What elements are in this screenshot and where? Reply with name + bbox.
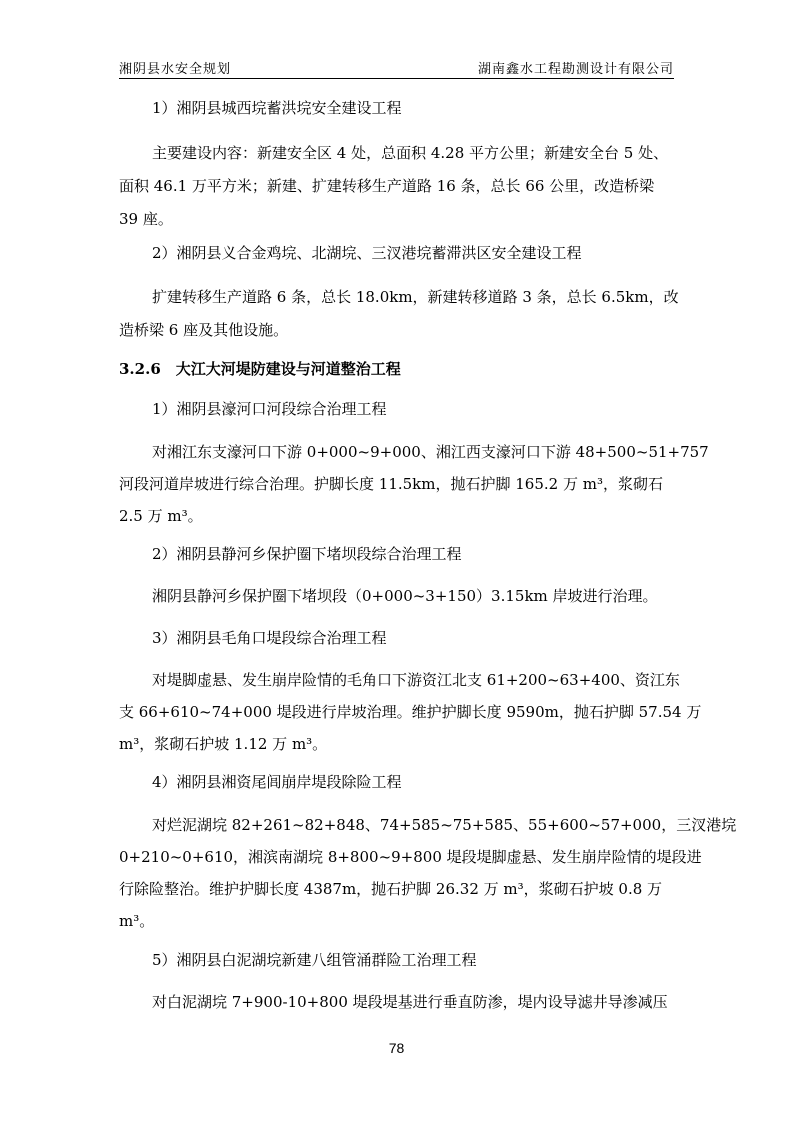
paragraph-line: 主要建设内容：新建安全区 4 处，总面积 4.28 平方公里；新建安全台 5 处、 — [152, 144, 669, 162]
subheading-jinghe: 2）湘阴县静河乡保护圈下堵坝段综合治理工程 — [152, 545, 462, 563]
header-company-name: 湖南鑫水工程勘测设计有限公司 — [477, 62, 674, 77]
paragraph-line: 面积 46.1 万平方米；新建、扩建转移生产道路 16 条，总长 66 公里，改造桥梁 — [119, 177, 655, 195]
page-header — [119, 58, 674, 79]
subheading-bainihu: 5）湘阴县白泥湖垸新建八组管涌群险工治理工程 — [152, 951, 477, 969]
paragraph-line: 造桥梁 6 座及其他设施。 — [119, 321, 289, 339]
paragraph-line: 39 座。 — [119, 210, 173, 228]
subheading-maojiaokou: 3）湘阴县毛角口堤段综合治理工程 — [152, 629, 387, 647]
paragraph-line: 2.5 万 m³。 — [119, 507, 203, 525]
subheading-yihe: 2）湘阴县义合金鸡垸、北湖垸、三汊港垸蓄滞洪区安全建设工程 — [152, 244, 582, 262]
paragraph-line: 对白泥湖垸 7+900-10+800 堤段堤基进行垂直防渗，堤内设导滤井导渗减压 — [152, 993, 668, 1011]
section-heading-3-2-6: 3.2.6 大江大河堤防建设与河道整治工程 — [119, 360, 401, 378]
paragraph-line: 对烂泥湖垸 82+261~82+848、74+585~75+585、55+600~57+000，三汊港垸 — [152, 816, 737, 834]
paragraph-line: 扩建转移生产道路 6 条，总长 18.0km，新建转移道路 3 条，总长 6.5km，改 — [152, 288, 679, 306]
paragraph-line: m³，浆砌石护坡 1.12 万 m³。 — [119, 735, 328, 753]
paragraph-line: 对堤脚虚悬、发生崩岸险情的毛角口下游资江北支 61+200~63+400、资江东 — [152, 671, 680, 689]
paragraph-line: 湘阴县静河乡保护圈下堵坝段（0+000~3+150）3.15km 岸坡进行治理。 — [152, 587, 658, 605]
header-document-title: 湘阴县水安全规划 — [119, 62, 232, 77]
subheading-haohekou: 1）湘阴县濠河口河段综合治理工程 — [152, 400, 387, 418]
paragraph-line: 0+210~0+610，湘滨南湖垸 8+800~9+800 堤段堤脚虚悬、发生崩岸险情的堤段进 — [119, 848, 702, 866]
paragraph-line: 行除险整治。维护护脚长度 4387m，抛石护脚 26.32 万 m³，浆砌石护坡 0.8 万 — [119, 880, 663, 898]
paragraph-line: m³。 — [119, 912, 155, 930]
paragraph-line: 支 66+610~74+000 堤段进行岸坡治理。维护护脚长度 9590m，抛石护脚 57.54 万 — [119, 703, 702, 721]
subheading-chengxi: 1）湘阴县城西垸蓄洪垸安全建设工程 — [152, 99, 402, 117]
subheading-xiangzi: 4）湘阴县湘资尾闾崩岸堤段除险工程 — [152, 773, 402, 791]
page-number: 78 — [388, 1040, 405, 1056]
paragraph-line: 河段河道岸坡进行综合治理。护脚长度 11.5km，抛石护脚 165.2 万 m³，浆砌石 — [119, 475, 663, 493]
paragraph-line: 对湘江东支濠河口下游 0+000~9+000、湘江西支濠河口下游 48+500~51+757 — [152, 443, 709, 461]
